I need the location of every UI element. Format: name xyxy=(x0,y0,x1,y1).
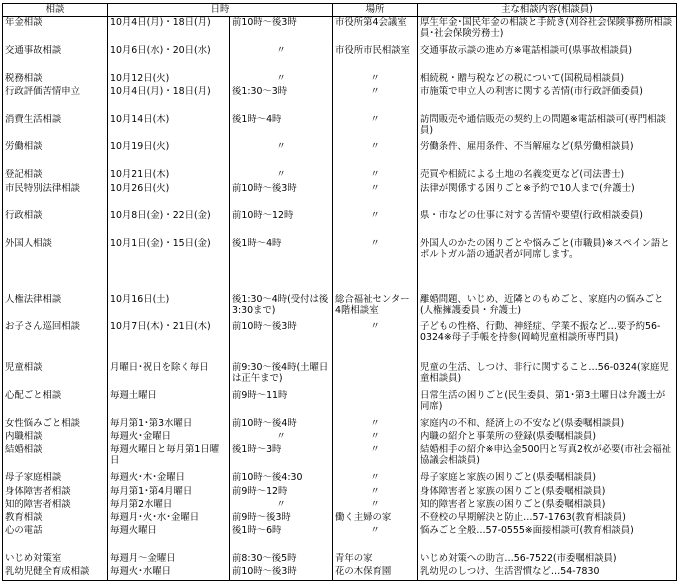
table-header-row xyxy=(3,4,677,17)
consultation-content: 売買や相続による土地の名義変更など(司法書士) xyxy=(418,169,677,182)
consultation-date: 月曜日･祝日を除く毎日 xyxy=(108,362,230,390)
consultation-name: 児童相談 xyxy=(3,362,108,390)
consultation-name: 乳幼児健全育成相談 xyxy=(3,566,108,580)
consultation-date: 毎週火･水曜日 xyxy=(108,566,230,580)
table-row xyxy=(3,525,677,553)
consultation-place xyxy=(333,362,418,390)
consultation-table xyxy=(2,3,677,581)
consultation-name: 消費生活相談 xyxy=(3,114,108,142)
consultation-name: 行政相談 xyxy=(3,210,108,238)
consultation-time: 〃 xyxy=(230,499,333,512)
consultation-date: 毎週月･火･水･金曜日 xyxy=(108,512,230,525)
consultation-content: いじめ対策への助言…56-7522(市委嘱相談員) xyxy=(418,553,677,566)
table-row xyxy=(3,238,677,294)
consultation-place xyxy=(333,390,418,418)
consultation-date: 毎月第1･第4月曜日 xyxy=(108,486,230,499)
consultation-place: 〃 xyxy=(333,86,418,114)
consultation-date: 10月19日(火) xyxy=(108,141,230,169)
table-row xyxy=(3,17,677,45)
consultation-place: 〃 xyxy=(333,183,418,211)
consultation-content: 悩みごと全般…57-0555※面接相談可(教育相談員) xyxy=(418,525,677,553)
consultation-date: 10月26日(火) xyxy=(108,183,230,211)
consultation-content: 法律が関係する困りごと※予約で10人まで(弁護士) xyxy=(418,183,677,211)
consultation-date: 10月4日(月)・18日(月) xyxy=(108,86,230,114)
table-row xyxy=(3,472,677,485)
consultation-time: 前9時～11時 xyxy=(230,390,333,418)
consultation-date: 毎週火･金曜日 xyxy=(108,431,230,444)
consultation-place: 〃 xyxy=(333,525,418,553)
consultation-time: 前8:30～後5時 xyxy=(230,553,333,566)
consultation-time: 前10時～後3時 xyxy=(230,566,333,580)
consultation-date: 10月8日(金)・22日(金) xyxy=(108,210,230,238)
table-row xyxy=(3,210,677,238)
consultation-content: 労働条件、雇用条件、不当解雇など(県労働相談員) xyxy=(418,141,677,169)
consultation-name: 登記相談 xyxy=(3,169,108,182)
consultation-date: 10月6日(水)・20日(水) xyxy=(108,45,230,73)
table-row xyxy=(3,169,677,182)
consultation-time: 前10時～後3時 xyxy=(230,321,333,362)
table-row xyxy=(3,141,677,169)
consultation-name: 女性悩みごと相談 xyxy=(3,418,108,431)
consultation-place: 青年の家 xyxy=(333,553,418,566)
header-consultation: 相談 xyxy=(3,4,108,17)
consultation-time: 前10時～後3時 xyxy=(230,17,333,45)
consultation-date: 毎週火曜日 xyxy=(108,525,230,553)
consultation-name: 結婚相談 xyxy=(3,444,108,472)
table-row xyxy=(3,321,677,362)
table-row xyxy=(3,418,677,431)
table-row xyxy=(3,45,677,73)
header-datetime: 日時 xyxy=(108,4,333,17)
consultation-place: 〃 xyxy=(333,444,418,472)
consultation-name: 税務相談 xyxy=(3,73,108,86)
consultation-place: 花の木保育園 xyxy=(333,566,418,580)
consultation-time: 〃 xyxy=(230,45,333,73)
consultation-content: 外国人のかたの困りごとや悩みごと(市職員)※スペイン語とポルトガル語の通訳者が同席します。 xyxy=(418,238,677,294)
table-row xyxy=(3,73,677,86)
consultation-place: 〃 xyxy=(333,431,418,444)
consultation-date: 10月7日(木)・21日(木) xyxy=(108,321,230,362)
consultation-content: 結婚相手の紹介※申込金500円と写真2枚が必要(市社会福祉協議会相談員) xyxy=(418,444,677,472)
consultation-name: 行政評価苦情申立 xyxy=(3,86,108,114)
table-row xyxy=(3,566,677,580)
header-place: 場所 xyxy=(333,4,418,17)
consultation-date: 毎週土曜日 xyxy=(108,390,230,418)
consultation-place: 市役所第4会議室 xyxy=(333,17,418,45)
consultation-name: 心の電話 xyxy=(3,525,108,553)
consultation-time: 前10時～後4:30 xyxy=(230,472,333,485)
consultation-place: 〃 xyxy=(333,169,418,182)
consultation-content: 家庭内の不和、経済上の不安など(県委嘱相談員) xyxy=(418,418,677,431)
consultation-date: 毎週火曜日と毎月第1日曜日 xyxy=(108,444,230,472)
consultation-name: 年金相談 xyxy=(3,17,108,45)
consultation-time: 前9時～後3時 xyxy=(230,512,333,525)
consultation-content: 離婚問題、いじめ、近隣とのもめごと、家庭内の悩みごと(人権擁護委員・弁護士) xyxy=(418,294,677,322)
consultation-content: 相続税・贈与税などの税について(国税局相談員) xyxy=(418,73,677,86)
consultation-time: 〃 xyxy=(230,431,333,444)
consultation-date: 10月4日(月)・18日(月) xyxy=(108,17,230,45)
consultation-content: 県・市などの仕事に対する苦情や要望(行政相談委員) xyxy=(418,210,677,238)
consultation-content: 市施策で申立人の利害に関する苦情(市行政評価委員) xyxy=(418,86,677,114)
consultation-name: 人権法律相談 xyxy=(3,294,108,322)
consultation-time: 後1時～4時 xyxy=(230,114,333,142)
consultation-date: 10月14日(木) xyxy=(108,114,230,142)
consultation-place: 〃 xyxy=(333,486,418,499)
table-row xyxy=(3,114,677,142)
consultation-time: 〃 xyxy=(230,141,333,169)
consultation-content: 不登校の早期解決と防止…57-1763(教育相談員) xyxy=(418,512,677,525)
consultation-date: 10月12日(火) xyxy=(108,73,230,86)
consultation-place: 〃 xyxy=(333,114,418,142)
consultation-time: 前9時～12時 xyxy=(230,486,333,499)
consultation-name: 交通事故相談 xyxy=(3,45,108,73)
consultation-content: 交通事故示談の進め方※電話相談可(県事故相談員) xyxy=(418,45,677,73)
consultation-name: 知的障害者相談 xyxy=(3,499,108,512)
consultation-place: 〃 xyxy=(333,238,418,294)
consultation-time: 後1:30～3時 xyxy=(230,86,333,114)
consultation-name: 母子家庭相談 xyxy=(3,472,108,485)
table-row xyxy=(3,390,677,418)
table-row xyxy=(3,86,677,114)
consultation-time: 前10時～12時 xyxy=(230,210,333,238)
consultation-name: 市民特別法律相談 xyxy=(3,183,108,211)
consultation-time: 〃 xyxy=(230,169,333,182)
consultation-time: 後1:30～4時(受付は後3:30まで) xyxy=(230,294,333,322)
table-row xyxy=(3,294,677,322)
consultation-content: 母子家庭と家族の困りごと(県委嘱相談員) xyxy=(418,472,677,485)
consultation-place: 〃 xyxy=(333,321,418,362)
table-row xyxy=(3,362,677,390)
consultation-name: お子さん巡回相談 xyxy=(3,321,108,362)
consultation-name: 教育相談 xyxy=(3,512,108,525)
consultation-time: 後1時～3時 xyxy=(230,444,333,472)
table-row xyxy=(3,486,677,499)
consultation-time: 〃 xyxy=(230,73,333,86)
consultation-date: 10月21日(木) xyxy=(108,169,230,182)
consultation-name: 外国人相談 xyxy=(3,238,108,294)
consultation-name: 身体障害者相談 xyxy=(3,486,108,499)
consultation-date: 毎週火･木･金曜日 xyxy=(108,472,230,485)
consultation-content: 身体障害者と家族の困りごと(県委嘱相談員) xyxy=(418,486,677,499)
consultation-name: 労働相談 xyxy=(3,141,108,169)
consultation-time: 後1時～6時 xyxy=(230,525,333,553)
consultation-name: いじめ対策室 xyxy=(3,553,108,566)
consultation-date: 毎週月～金曜日 xyxy=(108,553,230,566)
table-row xyxy=(3,431,677,444)
table-row xyxy=(3,512,677,525)
header-content: 主な相談内容(相談員) xyxy=(418,4,677,17)
consultation-name: 内職相談 xyxy=(3,431,108,444)
table-row xyxy=(3,553,677,566)
consultation-content: 厚生年金･国民年金の相談と手続き(刈谷社会保険事務所相談員･社会保険労務士) xyxy=(418,17,677,45)
consultation-date: 毎月第1･第3水曜日 xyxy=(108,418,230,431)
consultation-content: 内職の紹介と事業所の登録(県委嘱相談員) xyxy=(418,431,677,444)
consultation-content: 知的障害者と家族の困りごと(県委嘱相談員) xyxy=(418,499,677,512)
consultation-content: 訪問販売や通信販売の契約上の問題※電話相談可(専門相談員) xyxy=(418,114,677,142)
consultation-time: 前9:30～後4時(土曜日は正午まで) xyxy=(230,362,333,390)
consultation-place: 市役所市民相談室 xyxy=(333,45,418,73)
consultation-content: 乳幼児のしつけ、生活習慣など…54-7830 xyxy=(418,566,677,580)
consultation-name: 心配ごと相談 xyxy=(3,390,108,418)
consultation-time: 後1時～4時 xyxy=(230,238,333,294)
consultation-place: 働く主婦の家 xyxy=(333,512,418,525)
consultation-place: 〃 xyxy=(333,210,418,238)
consultation-date: 10月16日(土) xyxy=(108,294,230,322)
consultation-place: 〃 xyxy=(333,141,418,169)
consultation-date: 毎月第2水曜日 xyxy=(108,499,230,512)
consultation-content: 子どもの性格、行動、神経症、学業不振など…要予約56-0324※母子手帳を持参(岡崎児童相談所専門員) xyxy=(418,321,677,362)
consultation-place: 〃 xyxy=(333,472,418,485)
consultation-place: 総合福祉センター4階相談室 xyxy=(333,294,418,322)
consultation-place: 〃 xyxy=(333,499,418,512)
consultation-time: 前10時～後4時 xyxy=(230,418,333,431)
table-row xyxy=(3,499,677,512)
consultation-date: 10月1日(金)・15日(金) xyxy=(108,238,230,294)
consultation-content: 児童の生活、しつけ、非行に関すること…56-0324(家庭児童相談員) xyxy=(418,362,677,390)
consultation-content: 日常生活の困りごと(民生委員、第1･第3土曜日は弁護士が同席) xyxy=(418,390,677,418)
consultation-place: 〃 xyxy=(333,418,418,431)
table-row xyxy=(3,444,677,472)
consultation-time: 前10時～後3時 xyxy=(230,183,333,211)
table-row xyxy=(3,183,677,211)
consultation-place: 〃 xyxy=(333,73,418,86)
